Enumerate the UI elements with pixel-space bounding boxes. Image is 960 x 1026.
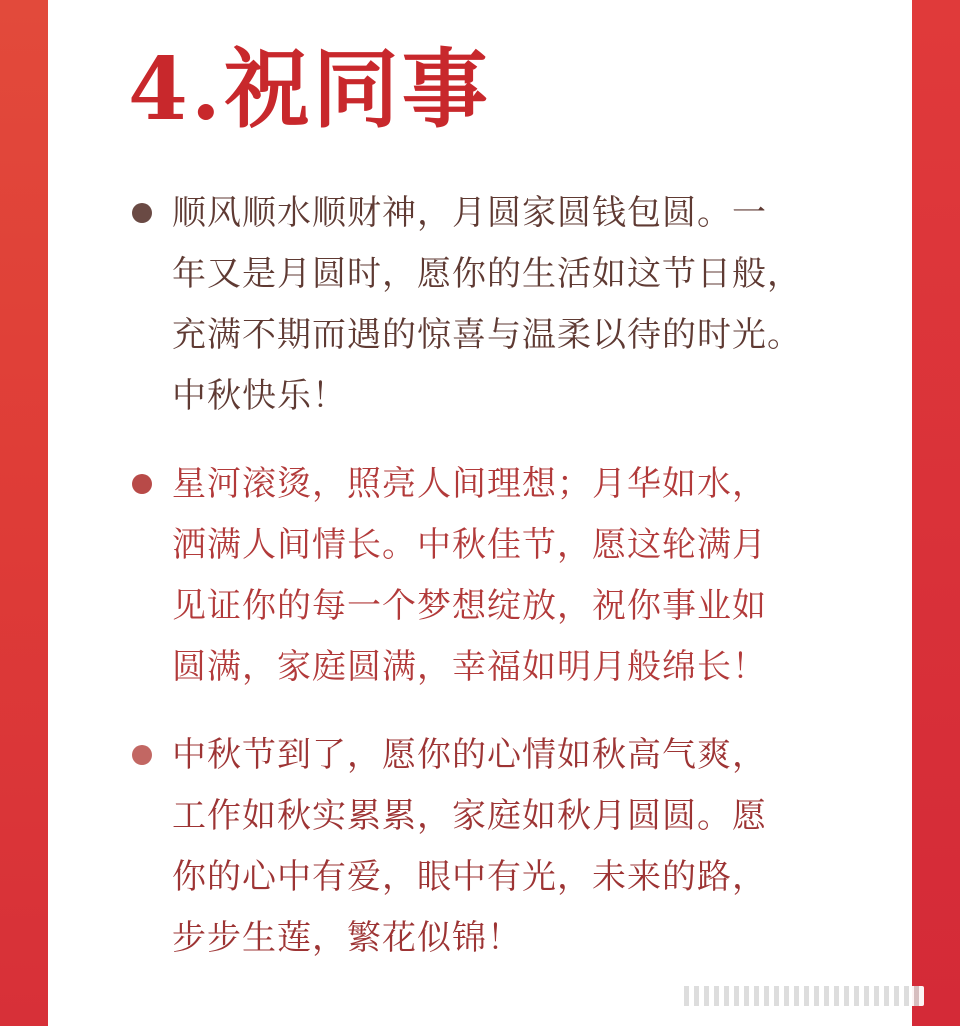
right-red-border [912, 0, 960, 1026]
wish-text-line: 见证你的每一个梦想绽放，祝你事业如 [172, 586, 767, 626]
wish-text-line: 星河滚烫，照亮人间理想；月华如水， [172, 464, 767, 504]
wish-text-line: 顺风顺水顺财神，月圆家圆钱包圆。一 [172, 193, 767, 233]
wish-list [128, 183, 848, 969]
wish-text-line: 圆满，家庭圆满，幸福如明月般绵长！ [172, 647, 767, 687]
wish-text-line: 充满不期而遇的惊喜与温柔以待的时光。 [172, 315, 802, 355]
wish-text-line: 你的心中有爱，眼中有光，未来的路， [172, 857, 767, 897]
page-title: 4.祝同事 [128, 39, 491, 140]
wish-item [128, 454, 848, 698]
watermark-strip [679, 986, 924, 1006]
bullet-dot-icon [132, 474, 152, 494]
bullet-dot-icon [132, 745, 152, 765]
left-red-border [0, 0, 48, 1026]
wish-text-line: 中秋节到了，愿你的心情如秋高气爽， [172, 735, 767, 775]
wish-text-line: 步步生莲，繁花似锦！ [172, 918, 522, 958]
bullet-dot-icon [132, 203, 152, 223]
wish-item [128, 725, 848, 969]
wish-text-line: 工作如秋实累累，家庭如秋月圆圆。愿 [172, 796, 767, 836]
wish-item [128, 183, 848, 427]
wish-text-line: 年又是月圆时，愿你的生活如这节日般， [172, 254, 802, 294]
wish-text-line: 中秋快乐！ [172, 376, 347, 416]
wish-text-line: 洒满人间情长。中秋佳节，愿这轮满月 [172, 525, 767, 565]
